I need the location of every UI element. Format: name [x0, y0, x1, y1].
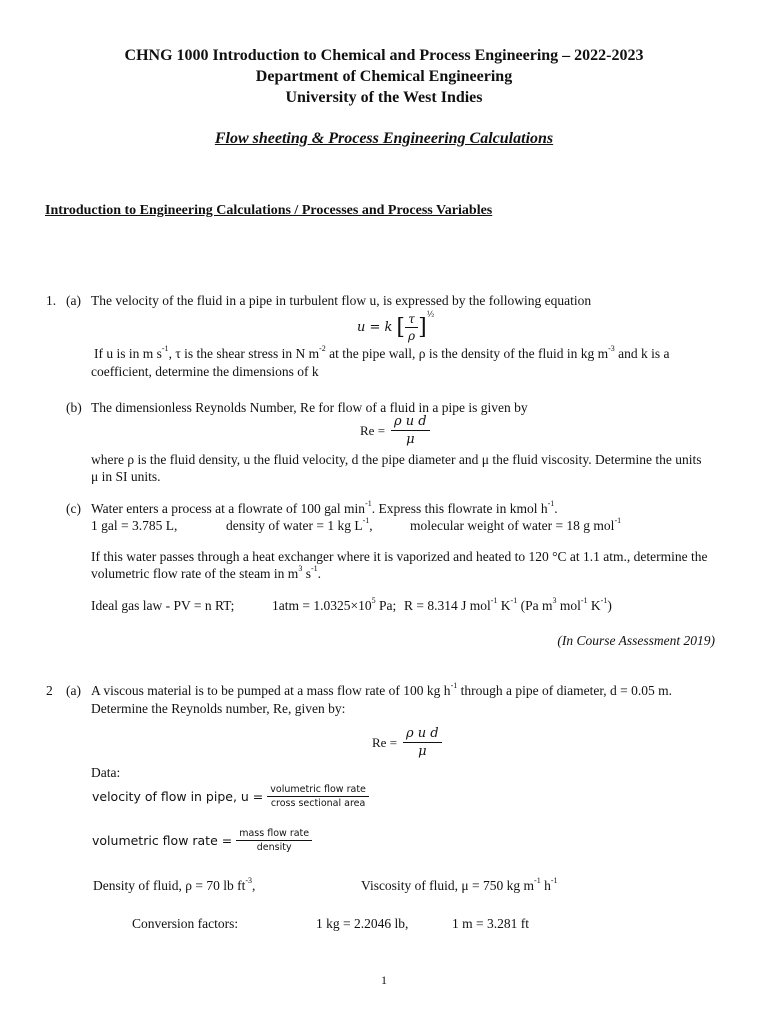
q2-volumetric-equation — [92, 828, 312, 853]
sup: -1 — [534, 876, 541, 885]
comma: , — [369, 518, 373, 533]
sup: -1 — [161, 344, 169, 353]
q1c-para-part1: volumetric flow rate of the steam in m — [91, 566, 299, 581]
sup: -1 — [310, 564, 318, 573]
sup: -1 — [550, 876, 558, 885]
q1b-eq-num: ρ u d — [391, 414, 430, 431]
q1c-gas-law: Ideal gas law - PV = n RT; — [91, 598, 235, 613]
q1-number: 1. — [46, 293, 57, 308]
page-number: 1 — [381, 973, 387, 987]
q1c-atm-unit: Pa; — [375, 598, 397, 613]
left-bracket: [ — [396, 315, 406, 340]
gas-constant-part1: R = 8.314 J mol — [404, 598, 491, 613]
sup: -1 — [510, 596, 518, 605]
q1c-text-part1: Water enters a process at a flowrate of 100 gal min — [91, 501, 366, 516]
q2-eq-den: μ — [418, 744, 427, 759]
q2a-line2: Determine the Reynolds number, Re, given by: — [91, 701, 346, 716]
q1c-data-3 — [410, 518, 621, 534]
q1b-label: (b) — [66, 400, 82, 415]
viscosity-text: Viscosity of fluid, μ = 750 kg m — [361, 878, 535, 893]
q1c-para-line1: If this water passes through a heat exchanger where it is vaporized and heated to 120 °C at 1.1 atm., determine the — [91, 549, 708, 564]
velocity-fraction — [267, 784, 369, 809]
gas-constant-part6: ) — [607, 598, 612, 613]
sup: 3 — [552, 596, 557, 605]
period: . — [554, 501, 558, 516]
q2-eq-fraction — [403, 726, 442, 759]
q1a-equation — [357, 312, 434, 343]
volumetric-num: mass flow rate — [236, 828, 312, 841]
sup: -1 — [365, 499, 372, 508]
q2-reynolds-equation — [372, 726, 442, 759]
document-title: CHNG 1000 Introduction to Chemical and Process Engineering – 2022-2023 — [124, 47, 644, 64]
q1a-body-line2: coefficient, determine the dimensions of k — [91, 364, 319, 379]
velocity-num: volumetric flow rate — [267, 784, 369, 797]
q1b-text: The dimensionless Reynolds Number, Re for flow of a fluid in a pipe is given by — [91, 400, 528, 415]
velocity-label: velocity of flow in pipe, u = — [92, 789, 264, 804]
q1b-body-line1: where ρ is the fluid density, u the fluid velocity, d the pipe diameter and μ the fluid viscosity. Determine the units — [91, 452, 702, 467]
q1c-para-part2: s — [302, 566, 311, 581]
q2-number: 2 — [46, 683, 53, 698]
q2-eq-lhs: Re = — [372, 734, 398, 750]
q1a-eq-fraction — [405, 312, 418, 343]
sup: 3 — [298, 564, 303, 573]
q1c-label: (c) — [66, 501, 81, 516]
q1c-atm-text: 1atm = 1.0325×10 — [272, 598, 372, 613]
q1a-body-part3: at the pipe wall, ρ is the density of the fluid in kg m — [325, 346, 609, 361]
q1c-data-2 — [226, 518, 373, 534]
department-name: Department of Chemical Engineering — [255, 68, 513, 85]
q2-conversion-label: Conversion factors: — [132, 916, 239, 931]
section-heading: Introduction to Engineering Calculations / Processes and Process Variables — [45, 203, 493, 218]
right-bracket: ] — [418, 315, 427, 340]
q1b-eq-fraction — [391, 414, 430, 447]
volumetric-den: density — [256, 842, 292, 853]
q2-viscosity — [361, 878, 558, 894]
velocity-den: cross sectional area — [270, 798, 366, 809]
gas-constant-part2: K — [497, 598, 511, 613]
q1c-atm — [272, 598, 396, 614]
q2-eq-num: ρ u d — [403, 726, 442, 743]
sup: 5 — [371, 596, 376, 605]
university-name: University of the West Indies — [285, 89, 483, 106]
q1b-eq-lhs: Re = — [360, 422, 386, 438]
sup: -1 — [490, 596, 498, 605]
subtitle-container — [0, 130, 768, 148]
q1b-equation — [360, 414, 430, 447]
comma: , — [252, 878, 256, 893]
q1c-text — [91, 501, 558, 517]
q1b-eq-den: μ — [406, 432, 415, 447]
sup: -2 — [319, 344, 326, 353]
period: . — [317, 566, 321, 581]
q1c-data-2-text: density of water = 1 kg L — [226, 518, 363, 533]
gas-constant-part5: K — [587, 598, 601, 613]
q2a-label: (a) — [66, 683, 81, 698]
sup: -1 — [362, 516, 370, 525]
q1c-data-1: 1 gal = 3.785 L, — [91, 518, 178, 533]
q2-conversion-2: 1 m = 3.281 ft — [452, 916, 529, 931]
gas-constant-part4: mol — [556, 598, 581, 613]
sup: -1 — [580, 596, 588, 605]
q1a-eq-lhs: u = k — [357, 320, 393, 335]
sup: -1 — [450, 681, 458, 690]
sup: -1 — [547, 499, 555, 508]
q1-assessment-note: (In Course Assessment 2019) — [557, 633, 715, 648]
q2a-text — [91, 683, 672, 699]
q1c-gas-constant — [404, 598, 612, 614]
q1a-label: (a) — [66, 293, 81, 308]
q1b-body-line2: μ in SI units. — [91, 469, 161, 484]
q2-conversion-1: 1 kg = 2.2046 lb, — [316, 916, 409, 931]
density-text: Density of fluid, ρ = 70 lb ft — [93, 878, 246, 893]
q1c-text-part2: . Express this flowrate in kmol h — [371, 501, 548, 516]
q1a-eq-num: τ — [405, 312, 418, 328]
sup: -1 — [614, 516, 622, 525]
q2-velocity-equation — [92, 784, 369, 809]
sup: -3 — [608, 344, 615, 353]
q2-density — [93, 878, 255, 894]
q1a-eq-exponent: ½ — [426, 310, 435, 319]
sup: -3 — [245, 876, 253, 885]
q1a-body-part1: If u is in m s — [94, 346, 162, 361]
q2a-text-part2: through a pipe of diameter, d = 0.05 m. — [457, 683, 673, 698]
q2-data-label: Data: — [91, 765, 121, 780]
volumetric-label: volumetric flow rate = — [92, 833, 233, 848]
q1a-body-line1 — [94, 346, 670, 362]
q1c-data-3-text: molecular weight of water = 18 g mol — [410, 518, 615, 533]
volumetric-fraction — [236, 828, 312, 853]
sup: -1 — [600, 596, 608, 605]
subtitle: Flow sheeting & Process Engineering Calculations — [214, 130, 554, 147]
q2a-text-part1: A viscous material is to be pumped at a mass flow rate of 100 kg h — [91, 683, 451, 698]
q1a-body-part2: , τ is the shear stress in N m — [168, 346, 320, 361]
q1a-eq-den: ρ — [408, 329, 416, 343]
q1c-para-line2 — [91, 566, 321, 582]
gas-constant-part3: (Pa m — [517, 598, 553, 613]
q1a-text: The velocity of the fluid in a pipe in turbulent flow u, is expressed by the following equation — [91, 293, 592, 308]
viscosity-unit: h — [540, 878, 551, 893]
q1a-body-part4: and k is a — [614, 346, 670, 361]
